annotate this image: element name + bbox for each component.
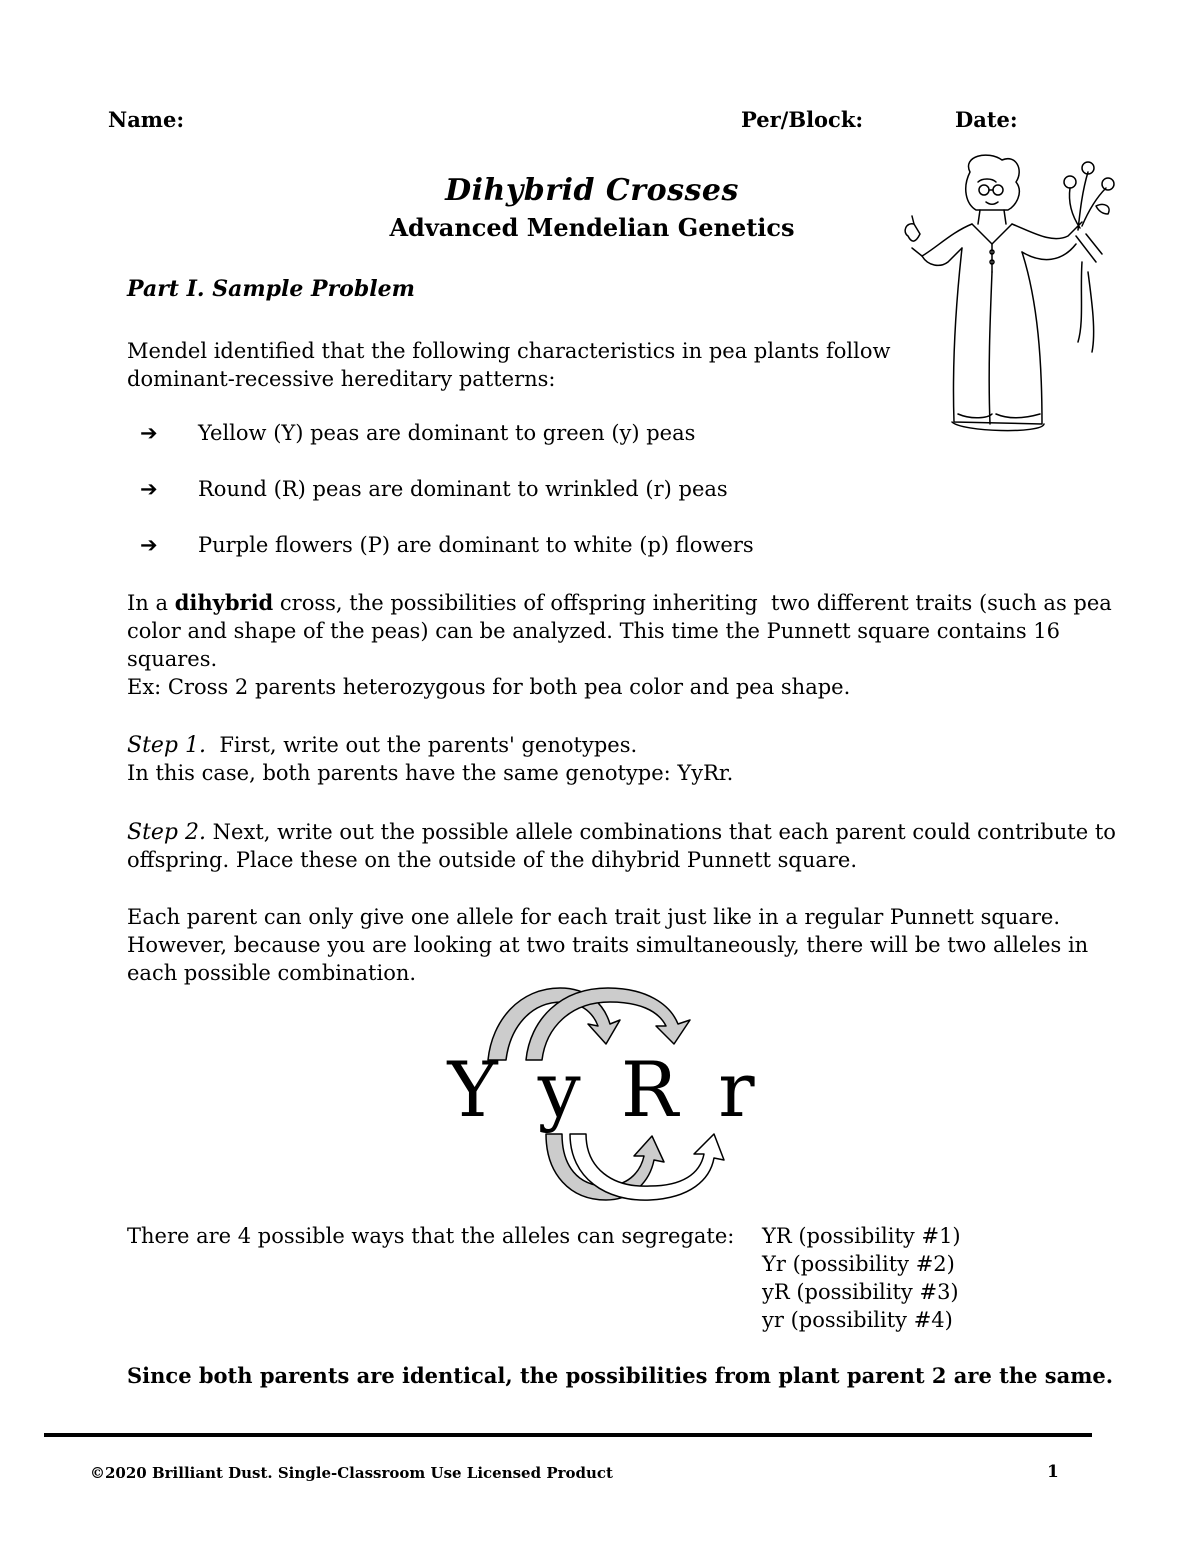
bullet-item: Purple flowers (P) are dominant to white (p) flowers — [198, 533, 754, 557]
dihybrid-term: dihybrid — [174, 590, 274, 615]
dihybrid-line-1 — [127, 589, 1112, 617]
part1-heading: Part I. Sample Problem — [127, 276, 415, 302]
page-subtitle: Advanced Mendelian Genetics — [389, 213, 795, 242]
step1-line-2: In this case, both parents have the same genotype: YyRr. — [127, 761, 734, 785]
date-label: Date: — [955, 107, 1018, 132]
arrow-bullet-icon: ➔ — [140, 421, 158, 445]
page-number: 1 — [1047, 1462, 1059, 1482]
step2-line-2: offspring. Place these on the outside of the dihybrid Punnett square. — [127, 848, 858, 872]
arrow-bullet-icon: ➔ — [140, 477, 158, 501]
footer-divider — [44, 1433, 1092, 1437]
dihybrid-line-1-post: cross, the possibilities of offspring inheriting two different traits (such as pea — [273, 591, 1112, 615]
explain-line-3: each possible combination. — [127, 961, 417, 985]
segregate-lead: There are 4 possible ways that the alleles can segregate: — [127, 1224, 735, 1248]
explain-line-2: However, because you are looking at two traits simultaneously, there will be two alleles in — [127, 933, 1089, 957]
copyright-notice: ©2020 Brilliant Dust. Single-Classroom Use Licensed Product — [90, 1464, 613, 1482]
arrow-bullet-icon: ➔ — [140, 533, 158, 557]
step1-label: Step 1. — [127, 733, 206, 758]
possibility-item: Yr (possibility #2) — [762, 1252, 955, 1276]
bullet-item: Yellow (Y) peas are dominant to green (y) peas — [198, 421, 696, 445]
allele-letters: Y y R r — [447, 1045, 763, 1134]
explain-line-1: Each parent can only give one allele for each trait just like in a regular Punnett square. — [127, 905, 1061, 929]
mendel-illustration — [892, 152, 1128, 444]
page-title: Dihybrid Crosses — [445, 173, 739, 208]
step2-label: Step 2. — [127, 820, 206, 845]
possibility-item: yR (possibility #3) — [762, 1280, 959, 1304]
dihybrid-line-1-pre: In a — [127, 591, 175, 615]
step2-text: Next, write out the possible allele combinations that each parent could contribute to — [206, 820, 1116, 844]
bullet-item: Round (R) peas are dominant to wrinkled (r) peas — [198, 477, 728, 501]
example-line: Ex: Cross 2 parents heterozygous for both pea color and pea shape. — [127, 675, 851, 699]
per-block-label: Per/Block: — [741, 107, 864, 132]
allele-segregation-diagram — [447, 980, 763, 1210]
dihybrid-line-3: squares. — [127, 647, 218, 671]
step1-text: First, write out the parents' genotypes. — [206, 733, 638, 757]
step2-line — [127, 818, 1116, 847]
possibility-item: yr (possibility #4) — [762, 1308, 953, 1332]
dihybrid-line-2: color and shape of the peas) can be analyzed. This time the Punnett square contains 16 — [127, 619, 1060, 643]
name-label: Name: — [108, 107, 185, 132]
intro-line-1: Mendel identified that the following characteristics in pea plants follow — [127, 339, 891, 363]
possibility-item: YR (possibility #1) — [762, 1224, 961, 1248]
step1-line — [127, 731, 637, 760]
intro-line-2: dominant-recessive hereditary patterns: — [127, 367, 556, 391]
conclusion: Since both parents are identical, the possibilities from plant parent 2 are the same. — [127, 1363, 1114, 1388]
